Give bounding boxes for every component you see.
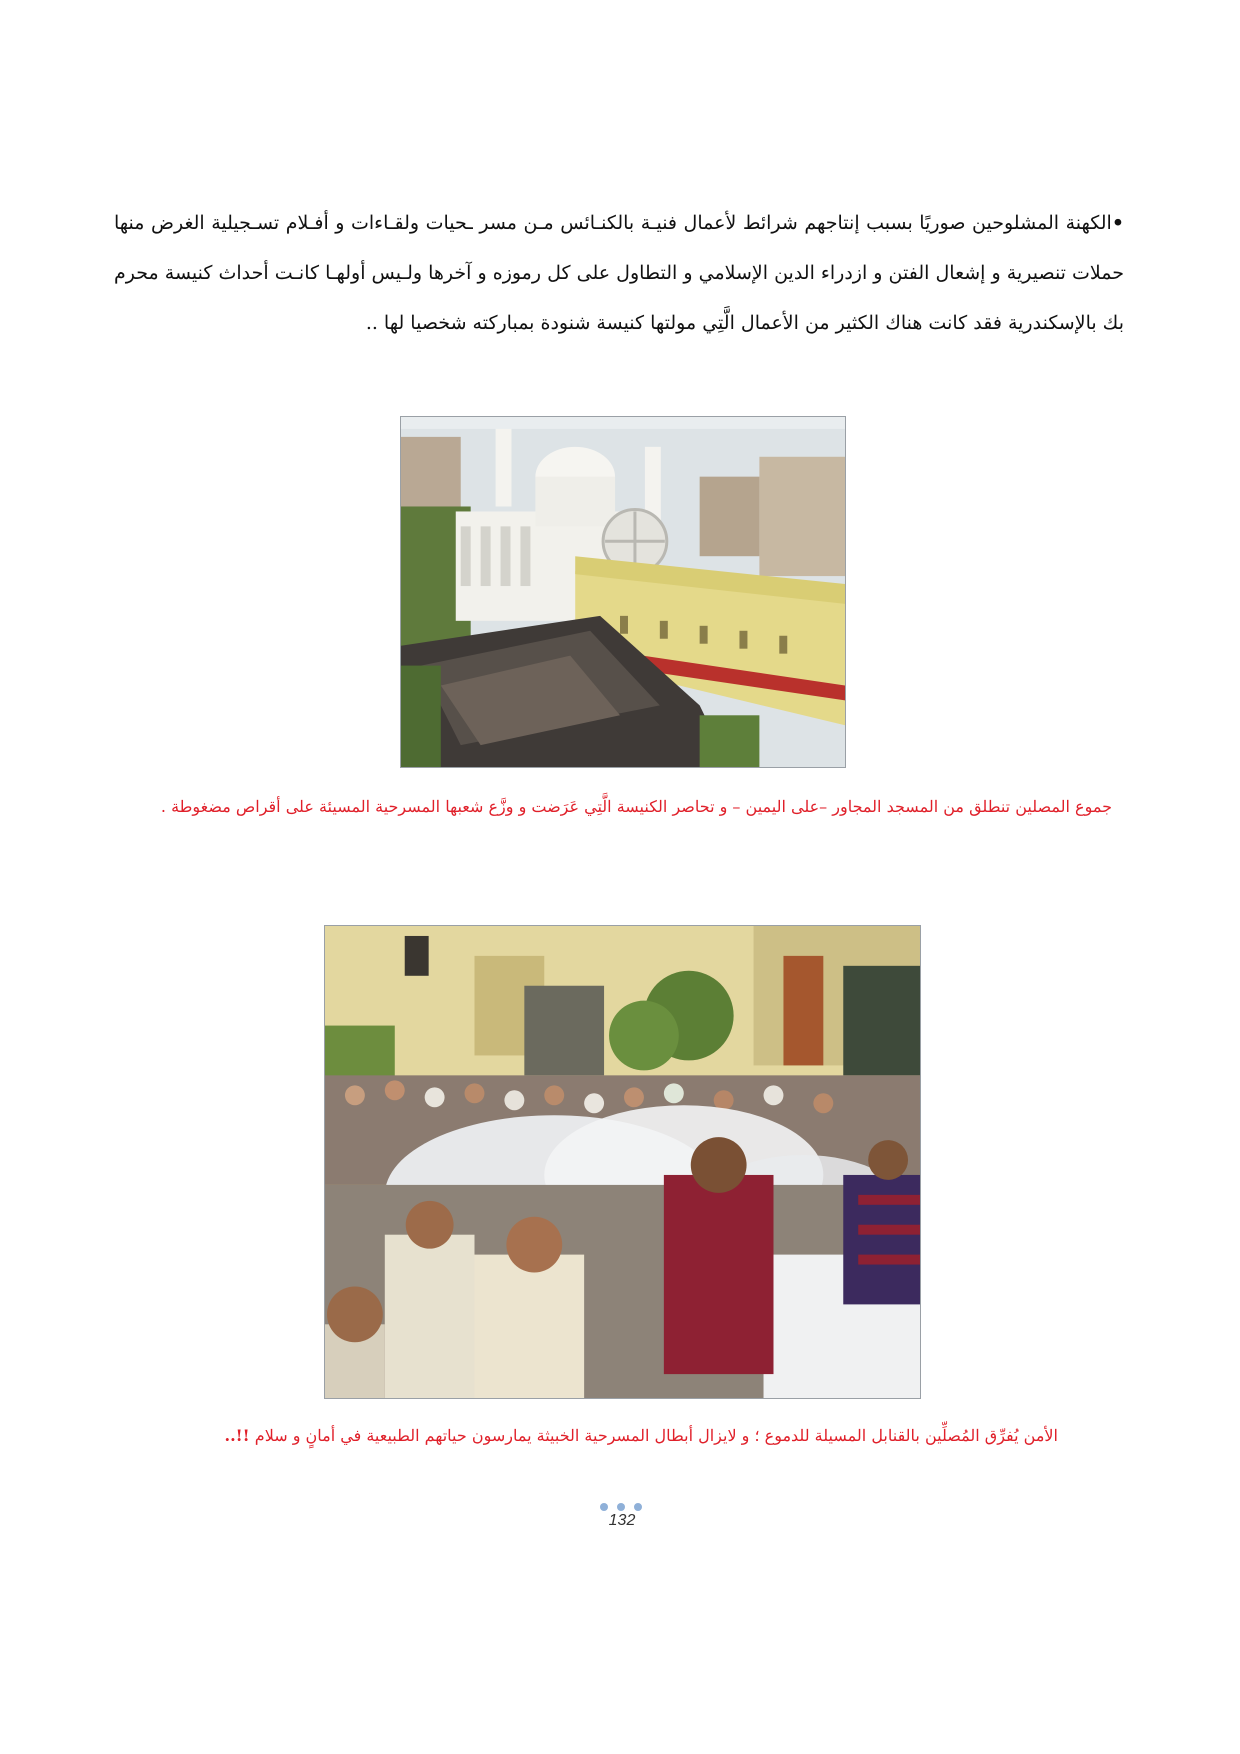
second-caption-text: الأمن يُفرِّق المُصلِّين بالقنابل المسيلة للدموع ؛ و لايزال أبطال المسرحية الخبيثة يمارسون حياتهم الطبيعية في أمانٍ و سلام bbox=[254, 1426, 1058, 1445]
church-crowd-photo bbox=[400, 416, 846, 768]
first-figure-caption: جموع المصلين تنطلق من المسجد المجاور –على اليمين – و تحاصر الكنيسة الَّتِي عَرَضت و وزَّع شعبها المسرحية المسيئة على أقراص مضغوطة . bbox=[160, 797, 1112, 816]
bullet-mark: • bbox=[1111, 212, 1124, 234]
second-caption-exclamation: !!.. bbox=[224, 1426, 250, 1445]
body-paragraph bbox=[114, 198, 1124, 348]
ornament-dot bbox=[617, 1503, 625, 1511]
ornament-dot bbox=[600, 1503, 608, 1511]
tear-gas-crowd-photo bbox=[324, 925, 921, 1399]
second-figure-caption bbox=[225, 1426, 1058, 1445]
tear-gas-illustration bbox=[325, 926, 920, 1398]
church-crowd-illustration bbox=[401, 417, 845, 767]
paragraph-text: الكهنة المشلوحين صوريًا بسبب إنتاجهم شرائط لأعمال فنيـة بالكنـائس مـن مسر ـحيات ولقـاءات و أفـلام تسـجيلية الغرض منها حملات تنصيرية و إشعال الفتن و ازدراء الدين الإسلامي و التطاول على كل رموزه و آخرها ولـيس أولهـا كانـت أحداث كنيسة محرم بك بالإسكندرية فقد كانت هناك الكثير من الأعمال الَّتِي مولتها كنيسة شنودة بمباركته شخصيا لها .. bbox=[114, 212, 1124, 334]
page-number: 132 bbox=[608, 1512, 636, 1529]
ornament-dot bbox=[634, 1503, 642, 1511]
